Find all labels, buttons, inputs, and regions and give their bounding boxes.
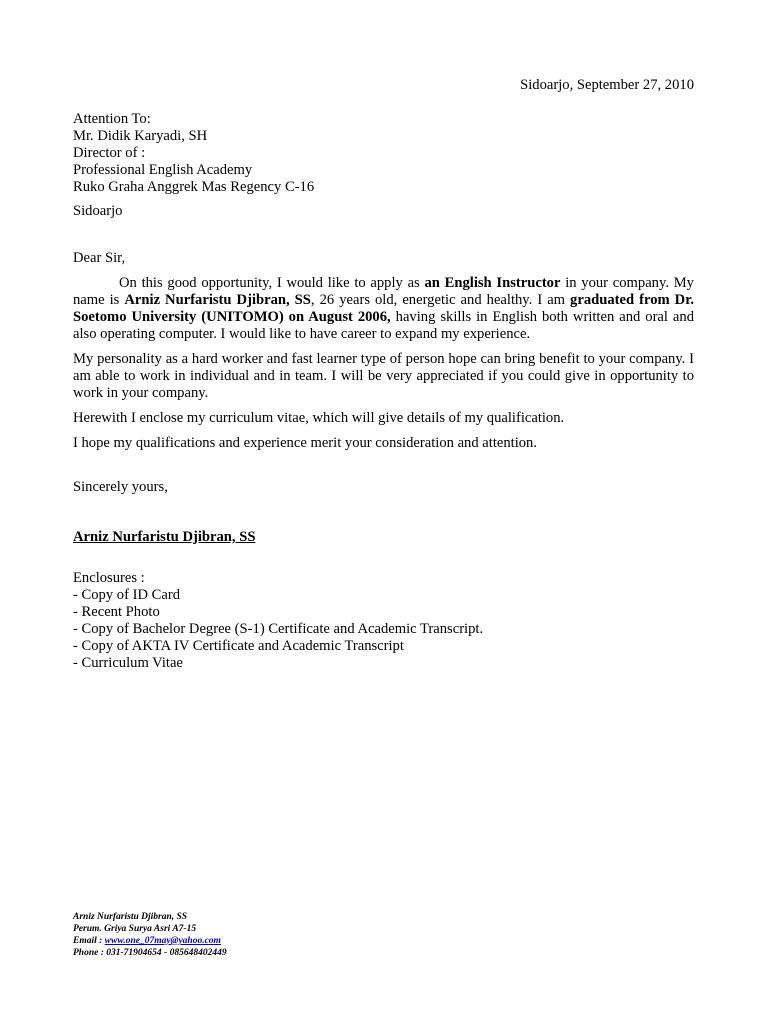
footer-name: Arniz Nurfaristu Djibran, SS bbox=[73, 912, 188, 922]
paragraph-closing-remark: I hope my qualifications and experience merit your consideration and attention. bbox=[73, 435, 538, 451]
footer-address: Perum. Griya Surya Asri A7-15 bbox=[73, 924, 197, 934]
attention-line: Attention To: bbox=[73, 111, 151, 127]
paragraph-enclose: Herewith I enclose my curriculum vitae, which will give details of my qualification. bbox=[73, 410, 565, 426]
footer-phone: Phone : 031-71904654 - 085648402449 bbox=[73, 948, 227, 958]
closing-line: Sincerely yours, bbox=[73, 479, 168, 495]
recipient-organization: Professional English Academy bbox=[73, 162, 253, 178]
signature-name: Arniz Nurfaristu Djibran, SS bbox=[73, 529, 256, 545]
graduation-info: graduated from Dr. Soetomo University (UNITOMO) on August 2006, bbox=[73, 292, 694, 325]
enclosure-item: - Copy of AKTA IV Certificate and Academic Transcript bbox=[73, 638, 404, 654]
salutation: Dear Sir, bbox=[73, 250, 126, 266]
applicant-name-bold: Arniz Nurfaristu Djibran, SS bbox=[124, 292, 311, 308]
enclosure-item: - Recent Photo bbox=[73, 604, 160, 620]
recipient-name: Mr. Didik Karyadi, SH bbox=[73, 128, 208, 144]
letter-body bbox=[73, 275, 694, 460]
paragraph-personality: My personality as a hard worker and fast learner type of person hope can bring benefit to your company. I am able to work in individual and in team. I will be very appreciated if you could give in opportunity to work in your company. bbox=[73, 351, 694, 401]
intro-text-1: On this good opportunity, I would like to apply as bbox=[119, 275, 425, 291]
recipient-address: Ruko Graha Anggrek Mas Regency C-16 bbox=[73, 179, 315, 195]
enclosures-heading: Enclosures : bbox=[73, 570, 145, 586]
recipient-city: Sidoarjo bbox=[73, 203, 123, 219]
enclosure-item: - Copy of ID Card bbox=[73, 587, 181, 603]
footer-email-label: Email : bbox=[73, 936, 105, 946]
intro-text-4: having skills in English both written and oral and also operating computer. I would like to have career to expand my experience. bbox=[73, 309, 695, 342]
position-applied: an English Instructor bbox=[424, 275, 561, 291]
intro-text-2: in your company. My name is bbox=[73, 275, 694, 308]
enclosures-block bbox=[73, 570, 483, 672]
date-line: Sidoarjo, September 27, 2010 bbox=[520, 77, 694, 93]
recipient-block bbox=[73, 111, 693, 196]
paragraph-intro bbox=[73, 275, 694, 343]
enclosure-item: - Curriculum Vitae bbox=[73, 655, 183, 671]
enclosure-item: - Copy of Bachelor Degree (S-1) Certificate and Academic Transcript. bbox=[73, 621, 484, 637]
intro-text-3: , 26 years old, energetic and healthy. I am bbox=[310, 292, 571, 308]
recipient-role: Director of : bbox=[73, 145, 146, 161]
footer-email-link[interactable]: www.one_07may@yahoo.com bbox=[104, 936, 221, 946]
footer-contact bbox=[73, 911, 227, 959]
footer-email-line bbox=[73, 935, 227, 947]
